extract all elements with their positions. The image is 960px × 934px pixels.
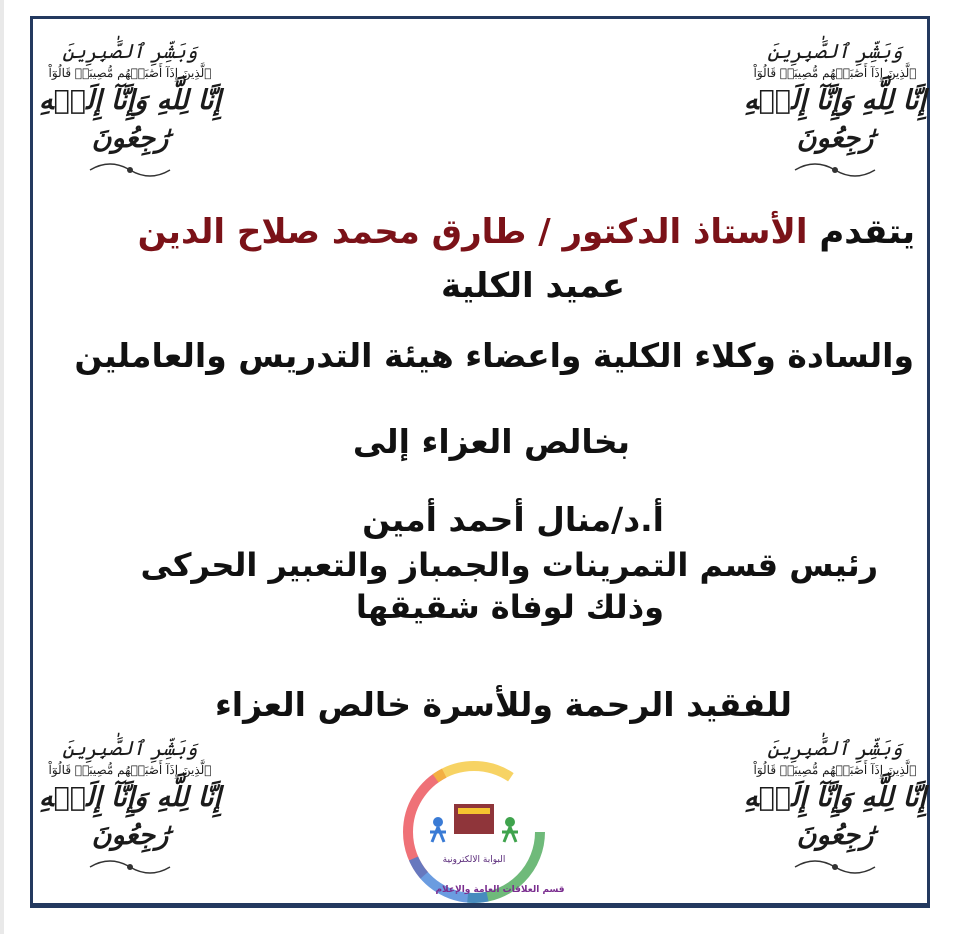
presenter-title: عميد الكلية bbox=[441, 266, 625, 306]
logo-caption: قسم العلاقات العامة والإعلام bbox=[435, 885, 565, 895]
verse-calligraphy-bottom-left bbox=[35, 735, 225, 885]
recipient-title: رئيس قسم التمرينات والجمباز والتعبير الحركى bbox=[140, 546, 878, 584]
verse-line-2: ٱلَّذِينَ إِذَآ أَصَٰبَتۡهُم مُّصِيبَةٞ قَالُوٓاْ bbox=[48, 763, 212, 777]
verse-line-1: وَبَشِّرِ ٱلصَّٰبِرِينَ bbox=[767, 736, 903, 760]
verse-calligraphy-bottom-right bbox=[740, 735, 930, 885]
verse-line-2: ٱلَّذِينَ إِذَآ أَصَٰبَتۡهُم مُّصِيبَةٞ قَالُوٓاْ bbox=[753, 763, 917, 777]
recipient-name: أ.د/منال أحمد أمين bbox=[362, 500, 664, 539]
verse-line-3: إِنَّا لِلَّهِ وَإِنَّآ إِلَيۡهِ رَٰجِعُونَ bbox=[39, 782, 221, 851]
verse-line-2: ٱلَّذِينَ إِذَآ أَصَٰبَتۡهُم مُّصِيبَةٞ قَالُوٓاْ bbox=[48, 66, 212, 80]
ornament-icon bbox=[85, 855, 175, 879]
verse-line-2: ٱلَّذِينَ إِذَآ أَصَٰبَتۡهُم مُّصِيبَةٞ قَالُوٓاْ bbox=[753, 66, 917, 80]
verse-line-3: إِنَّا لِلَّهِ وَإِنَّآ إِلَيۡهِ رَٰجِعُونَ bbox=[744, 782, 926, 851]
closing-line: للفقيد الرحمة وللأسرة خالص العزاء bbox=[214, 685, 792, 724]
verse-calligraphy-top-left bbox=[35, 38, 225, 188]
verse-line-3: إِنَّا لِلَّهِ وَإِنَّآ إِلَيۡهِ رَٰجِعُونَ bbox=[744, 85, 926, 154]
staff-line: والسادة وكلاء الكلية واعضاء هيئة التدريس والعاملين bbox=[74, 336, 914, 375]
ornament-icon bbox=[790, 158, 880, 182]
page-edge bbox=[0, 0, 4, 934]
verse-line-3: إِنَّا لِلَّهِ وَإِنَّآ إِلَيۡهِ رَٰجِعُونَ bbox=[39, 85, 221, 154]
condolence-line: بخالص العزاء إلى bbox=[352, 422, 630, 461]
verse-calligraphy-top-right bbox=[740, 38, 930, 188]
reason-line: وذلك لوفاة شقيقها bbox=[355, 588, 664, 626]
ornament-icon bbox=[85, 158, 175, 182]
verse-line-1: وَبَشِّرِ ٱلصَّٰبِرِينَ bbox=[62, 736, 198, 760]
presenter-name: الأستاذ الدكتور / طارق محمد صلاح الدين bbox=[137, 212, 808, 252]
ornament-icon bbox=[790, 855, 880, 879]
verse-line-1: وَبَشِّرِ ٱلصَّٰبِرِينَ bbox=[767, 39, 903, 63]
presenter-line bbox=[138, 212, 915, 252]
presenter-prefix: يتقدم bbox=[819, 212, 915, 252]
verse-line-1: وَبَشِّرِ ٱلصَّٰبِرِينَ bbox=[62, 39, 198, 63]
portal-text: البوابة الالكترونية bbox=[442, 855, 506, 865]
